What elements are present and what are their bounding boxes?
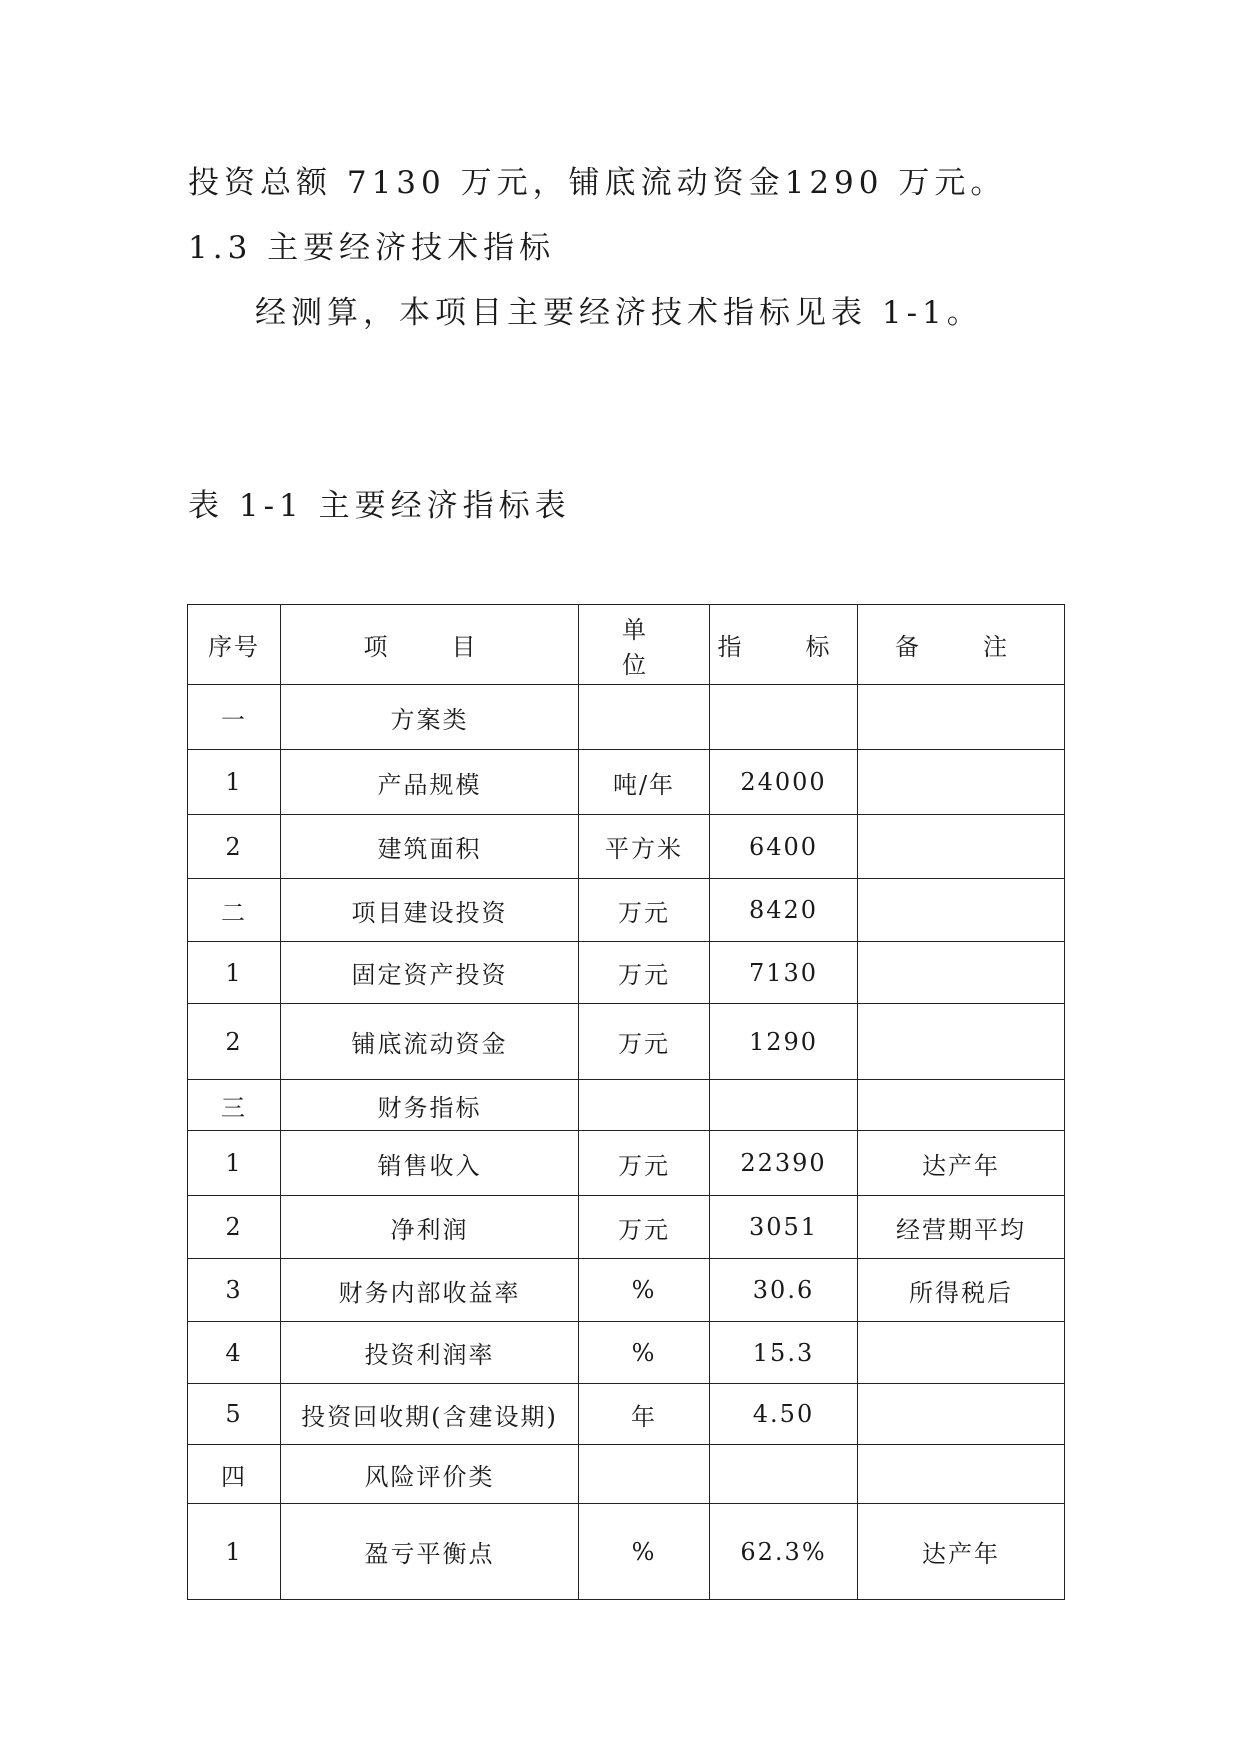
table-row <box>188 1322 1065 1384</box>
table-row <box>188 942 1065 1004</box>
cell-unit: 万元 <box>579 1131 710 1196</box>
cell-item: 净利润 <box>281 1196 579 1259</box>
economic-indicators-table <box>187 604 1065 1600</box>
cell-value: 8420 <box>710 879 858 942</box>
table-row <box>188 1384 1065 1445</box>
cell-value: 1290 <box>710 1004 858 1080</box>
table-row <box>188 1504 1065 1600</box>
cell-item: 铺底流动资金 <box>281 1004 579 1080</box>
cell-unit: 平方米 <box>579 815 710 879</box>
cell-no: 二 <box>188 879 281 942</box>
cell-note <box>858 1384 1065 1445</box>
cell-note <box>858 750 1065 815</box>
cell-note <box>858 1004 1065 1080</box>
cell-unit: 万元 <box>579 942 710 1004</box>
cell-note <box>858 879 1065 942</box>
table-row <box>188 1259 1065 1322</box>
table-row <box>188 815 1065 879</box>
cell-no: 5 <box>188 1384 281 1445</box>
indicator-intro-paragraph: 经测算，本项目主要经济技术指标见表 1-1。 <box>255 295 983 331</box>
cell-unit <box>579 685 710 750</box>
section-heading: 1.3 主要经济技术指标 <box>188 230 556 266</box>
cell-value: 24000 <box>710 750 858 815</box>
cell-item: 产品规模 <box>281 750 579 815</box>
header-note: 备 注 <box>858 605 1065 685</box>
header-no: 序号 <box>188 605 281 685</box>
cell-value: 6400 <box>710 815 858 879</box>
table-row <box>188 1131 1065 1196</box>
cell-value <box>710 1445 858 1504</box>
cell-value: 22390 <box>710 1131 858 1196</box>
cell-unit: 万元 <box>579 879 710 942</box>
cell-value: 62.3% <box>710 1504 858 1600</box>
investment-paragraph: 投资总额 7130 万元，铺底流动资金1290 万元。 <box>188 165 1007 201</box>
cell-value <box>710 1080 858 1131</box>
cell-no: 2 <box>188 815 281 879</box>
cell-item: 项目建设投资 <box>281 879 579 942</box>
cell-no: 3 <box>188 1259 281 1322</box>
table-row <box>188 1004 1065 1080</box>
header-value: 指 标 <box>710 605 858 685</box>
cell-note <box>858 1080 1065 1131</box>
cell-no: 一 <box>188 685 281 750</box>
cell-no: 1 <box>188 1504 281 1600</box>
cell-unit: % <box>579 1259 710 1322</box>
cell-item: 投资回收期(含建设期) <box>281 1384 579 1445</box>
cell-note: 所得税后 <box>858 1259 1065 1322</box>
cell-value: 3051 <box>710 1196 858 1259</box>
table-header-row <box>188 605 1065 685</box>
cell-item: 盈亏平衡点 <box>281 1504 579 1600</box>
cell-unit <box>579 1080 710 1131</box>
table-row <box>188 879 1065 942</box>
header-item: 项 目 <box>281 605 579 685</box>
cell-no: 1 <box>188 750 281 815</box>
header-unit: 单 位 <box>579 605 710 685</box>
cell-note <box>858 1322 1065 1384</box>
cell-item: 财务内部收益率 <box>281 1259 579 1322</box>
cell-unit: 万元 <box>579 1196 710 1259</box>
cell-value: 7130 <box>710 942 858 1004</box>
cell-note: 经营期平均 <box>858 1196 1065 1259</box>
cell-unit: % <box>579 1322 710 1384</box>
cell-item: 建筑面积 <box>281 815 579 879</box>
cell-no: 1 <box>188 942 281 1004</box>
cell-item: 固定资产投资 <box>281 942 579 1004</box>
table-body <box>188 685 1065 1600</box>
cell-unit: 年 <box>579 1384 710 1445</box>
cell-unit <box>579 1445 710 1504</box>
cell-item: 风险评价类 <box>281 1445 579 1504</box>
cell-no: 1 <box>188 1131 281 1196</box>
table-row <box>188 750 1065 815</box>
cell-value: 30.6 <box>710 1259 858 1322</box>
cell-note: 达产年 <box>858 1131 1065 1196</box>
table-row <box>188 685 1065 750</box>
table-row <box>188 1196 1065 1259</box>
cell-note <box>858 942 1065 1004</box>
cell-no: 2 <box>188 1004 281 1080</box>
cell-item: 投资利润率 <box>281 1322 579 1384</box>
cell-no: 2 <box>188 1196 281 1259</box>
table-row <box>188 1445 1065 1504</box>
cell-no: 三 <box>188 1080 281 1131</box>
cell-unit: 吨/年 <box>579 750 710 815</box>
cell-value: 15.3 <box>710 1322 858 1384</box>
cell-no: 四 <box>188 1445 281 1504</box>
cell-unit: % <box>579 1504 710 1600</box>
cell-note <box>858 1445 1065 1504</box>
cell-note: 达产年 <box>858 1504 1065 1600</box>
cell-value: 4.50 <box>710 1384 858 1445</box>
cell-item: 方案类 <box>281 685 579 750</box>
cell-value <box>710 685 858 750</box>
cell-item: 财务指标 <box>281 1080 579 1131</box>
cell-note <box>858 685 1065 750</box>
cell-unit: 万元 <box>579 1004 710 1080</box>
cell-item: 销售收入 <box>281 1131 579 1196</box>
table-caption: 表 1-1 主要经济指标表 <box>188 488 571 524</box>
cell-note <box>858 815 1065 879</box>
cell-no: 4 <box>188 1322 281 1384</box>
table-row <box>188 1080 1065 1131</box>
